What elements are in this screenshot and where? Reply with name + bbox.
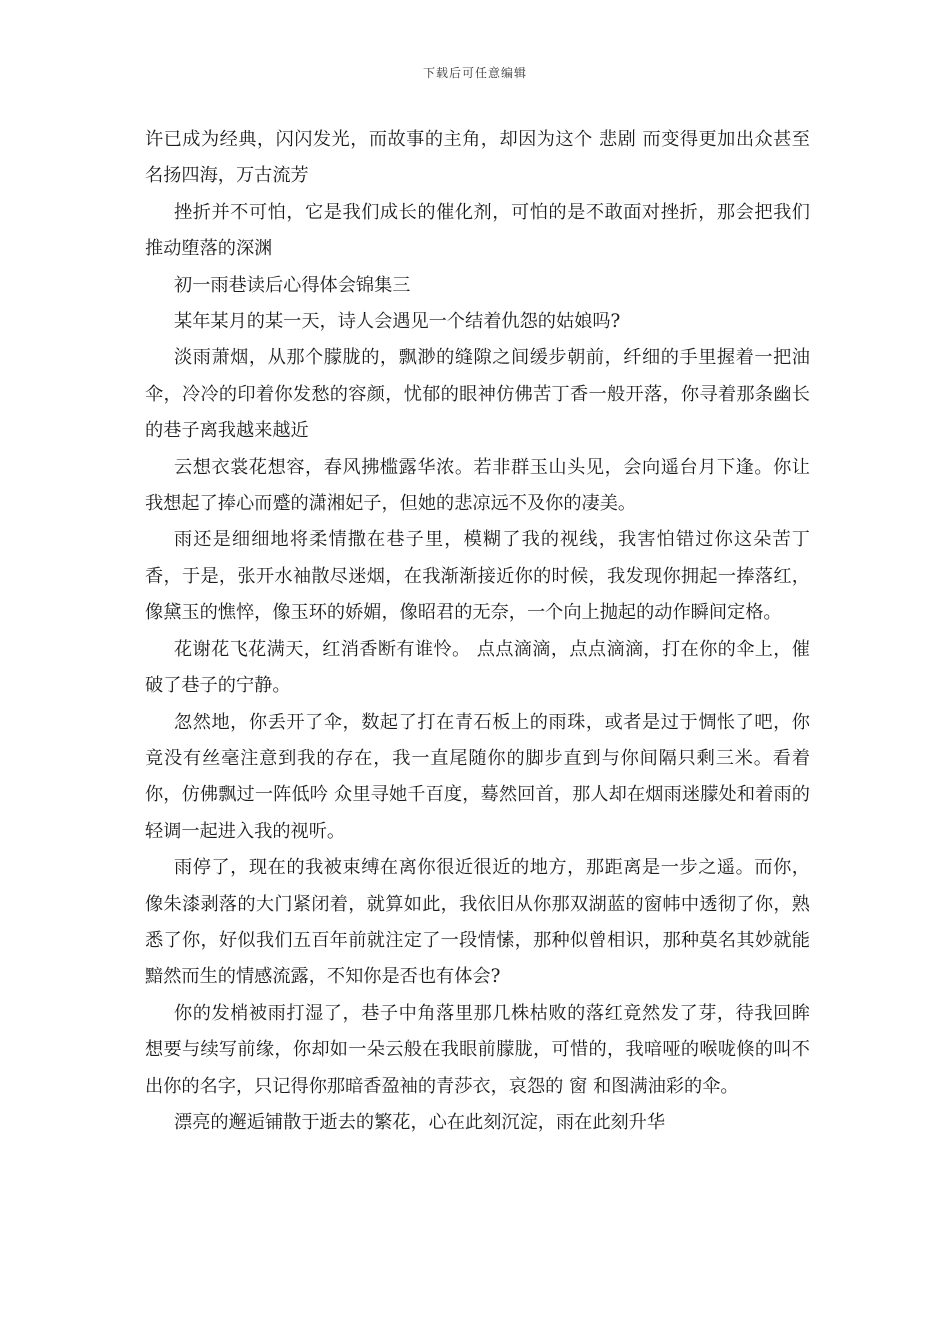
paragraph-9: 雨停了，现在的我被束缚在离你很近很近的地方，那距离是一步之遥。而你，像朱漆剥落的大门紧闭着，就算如此，我依旧从你那双湖蓝的窗帏中透彻了你，熟悉了你，好似我们五百年前就注定了一段情愫，那种似曾相识，那种莫名其妙就能黯然而生的情感流露，不知你是否也有体会? (145, 857, 810, 988)
paragraph-4: 淡雨萧烟，从那个朦胧的，飘渺的缝隙之间缓步朝前，纤细的手里握着一把油伞，冷冷的印着你发愁的容颜，忧郁的眼神仿佛苦丁香一般开落，你寻着那条幽长的巷子离我越来越近 (145, 347, 810, 442)
section-title: 初一雨巷读后心得体会锦集三 (174, 274, 411, 296)
paragraph-5: 云想衣裳花想容，春风拂槛露华浓。若非群玉山头见，会向遥台月下逢。你让我想起了捧心而蹙的潇湘妃子，但她的悲凉远不及你的凄美。 (145, 456, 810, 515)
document-body (145, 122, 810, 1141)
paragraph-10: 你的发梢被雨打湿了，巷子中角落里那几株枯败的落红竟然发了芽，待我回眸想要与续写前缘，你却如一朵云般在我眼前朦胧，可惜的，我喑哑的喉咙倏的叫不出你的名字，只记得你那暗香盈袖的青莎衣，哀怨的 窗 和图满油彩的伞。 (145, 1002, 810, 1097)
paragraph-11: 漂亮的邂逅铺散于逝去的繁花，心在此刻沉淀，雨在此刻升华 (174, 1111, 666, 1133)
paragraph-3: 某年某月的某一天，诗人会遇见一个结着仇怨的姑娘吗? (174, 311, 621, 333)
page-header: 下载后可任意编辑 (422, 66, 527, 80)
paragraph-7: 花谢花飞花满天，红消香断有谁怜。 点点滴滴，点点滴滴，打在你的伞上，催破了巷子的宁静。 (145, 638, 810, 697)
paragraph-6: 雨还是细细地将柔情撒在巷子里，模糊了我的视线，我害怕错过你这朵苦丁香，于是，张开水袖散尽迷烟，在我渐渐接近你的时候，我发现你拥起一捧落红，像黛玉的憔悴，像玉环的娇媚，像昭君的无奈，一个向上抛起的动作瞬间定格。 (145, 529, 810, 624)
paragraph-2: 挫折并不可怕，它是我们成长的催化剂，可怕的是不敢面对挫折，那会把我们推动堕落的深渊 (145, 201, 810, 260)
paragraph-1: 许已成为经典，闪闪发光，而故事的主角，却因为这个 悲剧 而变得更加出众甚至名扬四海，万古流芳 (145, 129, 810, 187)
paragraph-8: 忽然地，你丢开了伞，数起了打在青石板上的雨珠，或者是过于惆怅了吧，你竟没有丝毫注意到我的存在，我一直尾随你的脚步直到与你间隔只剩三米。看着你，仿佛飘过一阵低吟 众里寻她千百度，蓦然回首，那人却在烟雨迷朦处和着雨的轻调一起进入我的视听。 (145, 711, 810, 842)
